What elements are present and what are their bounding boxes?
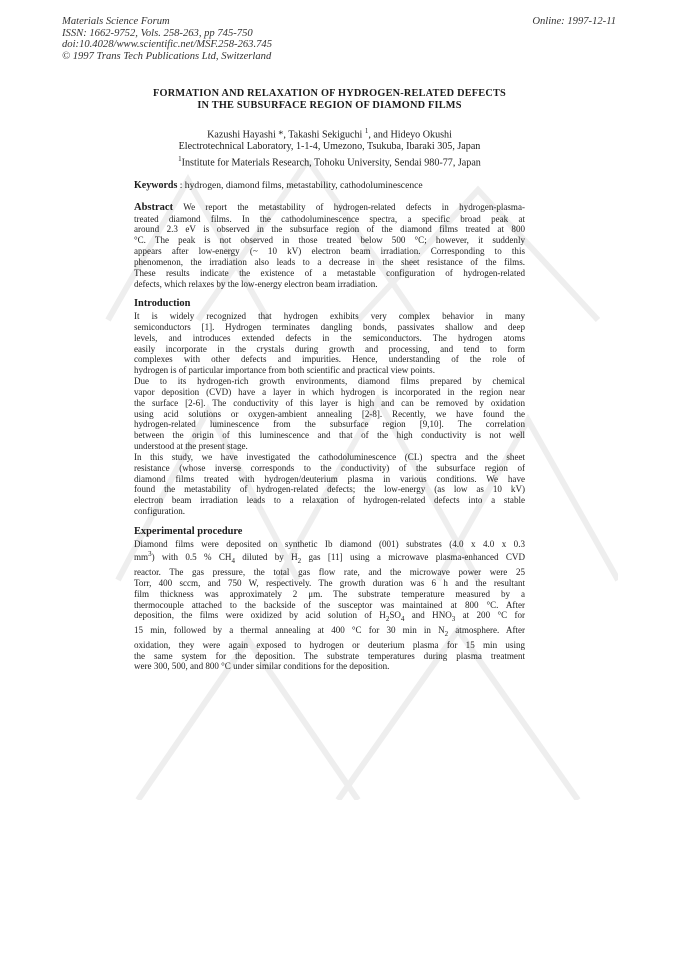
exp-line: reactor. The gas pressure, the total gas flow rate, and the microwave power were 25 [134, 567, 525, 577]
intro-line: levels, and introduces extended defects in the semiconductors. The hydrogen atoms [134, 332, 525, 343]
intro-line: understood at the present stage. [134, 441, 248, 452]
affiliation-2: $^1$Institute for Materials Research, Tohoku University, Sendai 980-77, Japan [178, 155, 481, 169]
exp-line: Torr, 400 sccm, and 750 W, respectively. The growth duration was 6 h and the resultant [134, 577, 525, 588]
title-line-2: IN THE SUBSURFACE REGION OF DIAMOND FILMS [197, 99, 462, 111]
exp-line: were 300, 500, and 800 °C under similar conditions for the deposition. [134, 661, 390, 672]
intro-line: In this study, we have investigated the cathodoluminescence (CL) spectra and the sheet [134, 451, 525, 462]
abstract-line: phenomenon, the irradiation also leads to a decrease in the sheet resistance of the films. [134, 256, 525, 267]
abstract-line: These results indicate the existence of a metastable configuration of hydrogen-related [134, 267, 525, 278]
intro-line: hydrogen-related luminescence from the subsurface region [9,10]. The correlation [134, 419, 525, 430]
exp-line: the same system for the deposition. The substrate temperatures during plasma treatment [134, 650, 525, 661]
affiliation-1: Electrotechnical Laboratory, 1-1-4, Umezono, Tsukuba, Ibaraki 305, Japan [178, 141, 481, 153]
intro-line: Due to its hydrogen-rich growth environments, diamond films prepared by chemical [134, 376, 525, 387]
intro-line: hydrogen is of particular importance from both scientific and practical view points. [134, 365, 435, 376]
introduction-body [134, 311, 525, 517]
exp-line: 15 min, followed by a thermal annealing at 400 °C for 30 min in $N_2$ atmosphere. After [134, 625, 525, 638]
intro-line: It is widely recognized that hydrogen exhibits very complex behavior in many [134, 310, 525, 321]
abstract [134, 202, 525, 290]
exp-line: thermocouple attached to the backside of the susceptor was maintained at 800 °C. After [134, 599, 525, 610]
exp-line: film thickness was approximately 2 μm. The substrate temperature measured by a [134, 588, 525, 599]
title-line-1: FORMATION AND RELAXATION OF HYDROGEN-RELATED DEFECTS [153, 88, 506, 99]
intro-line: electron beam irradiation leads to a relaxation of hydrogen-related defects into a stable [134, 495, 525, 506]
exp-line: deposition, the films were oxidized by acid solution of $H_2SO_4$ and $HNO_3$ at 200 °C for [134, 610, 526, 624]
experimental-heading: Experimental procedure [134, 526, 243, 537]
intro-line: found the metastability of hydrogen-related defects; the low-energy (as low as 10 kV) [134, 484, 525, 495]
intro-line: complexes with other defects and impurities. Hence, understanding of the role of [134, 354, 525, 365]
experimental-body [134, 539, 525, 673]
author-names: Kazushi Hayashi *, Takashi Sekiguchi $^1$, and Hideyo Okushi [207, 127, 452, 141]
introduction-heading: Introduction [134, 298, 191, 310]
intro-line: between the origin of this luminescence and that of the high conductivity is not well [134, 430, 525, 441]
journal-header [62, 16, 616, 62]
intro-line: resistance (whose inverse corresponds to the conductivity) of the subsurface region of [134, 462, 525, 473]
abstract-line: defects, which relaxes by the low-energy electron beam irradiation. [134, 278, 378, 289]
intro-line: the surface [2-6]. The conductivity of this layer is high and can be removed by oxidation [134, 397, 525, 408]
paper-body [134, 88, 525, 672]
exp-line: oxidation, they were again exposed to hydrogen or deuterium plasma for 15 min using [134, 639, 525, 650]
intro-line: configuration. [134, 506, 185, 517]
abstract-line: treated diamond films. In the cathodoluminescence spectra, a specific broad peak at [134, 213, 525, 224]
keywords-text: : hydrogen, diamond films, metastability, cathodoluminescence [177, 179, 423, 191]
author-block [134, 125, 525, 170]
intro-line: using acid solutions or oxygen-ambient annealing [2-8]. Recently, we have found the [134, 408, 525, 419]
exp-line: $mm^3$) with 0.5 % $CH_4$ diluted by $H_2$ gas [11] using a microwave plasma-enhanced CVD [134, 550, 525, 566]
abstract-label: Abstract [134, 201, 174, 213]
exp-line: Diamond films were deposited on synthetic Ib diamond (001) substrates (4.0 x 4.0 x 0.3 [134, 538, 525, 549]
journal-name: Materials Science Forum [62, 16, 170, 27]
issn-line: ISSN: 1662-9752, Vols. 258-263, pp 745-750 [62, 27, 253, 39]
keywords-label: Keywords [134, 179, 178, 191]
intro-line: diamond films treated with hydrogen/deuterium plasma in various conditions. We have [134, 473, 525, 484]
abstract-line: °C. The peak is not observed in those treated below 500 °C; however, it suddenly [134, 235, 525, 246]
intro-line: easily incorporate in the crystals during growth and processing, and tend to form [134, 343, 525, 354]
online-date: Online: 1997-12-11 [532, 16, 616, 27]
abstract-line: appears after low-energy (~ 10 kV) electron beam irradiation. Corresponding to this [134, 246, 525, 257]
intro-line: vapor deposition (CVD) have a layer in which hydrogen is incorporated in the region near [134, 386, 525, 397]
paper-title [134, 88, 525, 111]
doi-line: doi:10.4028/www.scientific.net/MSF.258-263.745 [62, 39, 272, 50]
abstract-line: around 2.3 eV is observed in the subsurface region of the diamond films treated at 800 [134, 224, 525, 235]
copyright-line: © 1997 Trans Tech Publications Ltd, Switzerland [62, 50, 272, 62]
keywords-line [134, 180, 525, 191]
intro-line: semiconductors [1]. Hydrogen terminates dangling bonds, passivates shallow and deep [134, 321, 525, 332]
abstract-line: Abstract We report the metastability of hydrogen-related defects in hydrogen-plasma- [134, 201, 525, 213]
